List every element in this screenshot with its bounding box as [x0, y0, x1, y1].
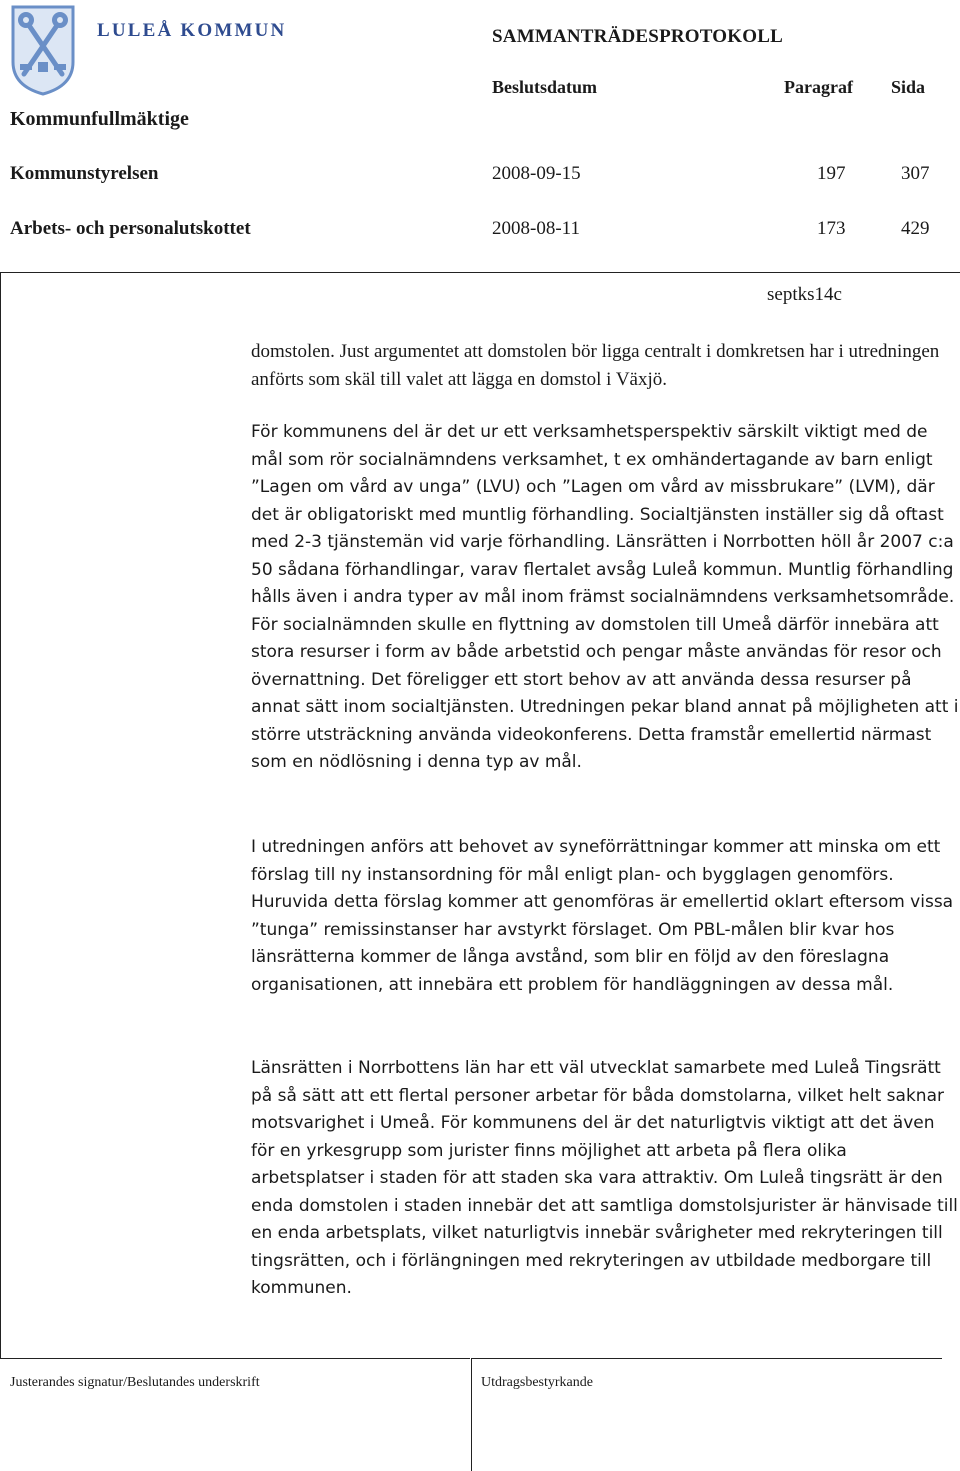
document-type: SAMMANTRÄDESPROTOKOLL [492, 26, 783, 47]
footer-divider [0, 1358, 470, 1359]
extract-certification-label: Utdragsbestyrkande [481, 1375, 593, 1390]
row-date: 2008-09-15 [492, 163, 581, 184]
column-header-paragraph: Paragraf [784, 77, 853, 97]
document-code: septks14c [767, 284, 842, 305]
row-page: 429 [901, 218, 930, 239]
organization-name: LULEÅ KOMMUN [97, 20, 287, 41]
column-header-date: Beslutsdatum [492, 77, 598, 97]
decision-body: Kommunfullmäktige [10, 108, 189, 130]
paragraph: I utredningen anförs att behovet av syneförrättningar kommer att minska om ett förslag till ny instansordning för mål enligt plan- och bygglagen genomförs. Huruvida detta förslag kommer att genomföras är emellertid oklart eftersom vissa ”tunga” remissinstanser har avstyrkt förslaget. Om PBL-målen blir kvar hos länsrätterna kommer de långa avstånd, som blir en följd av den föreslagna organisationen, att innebära ett problem för handläggningen av dessa mål. [251, 837, 954, 995]
coat-of-arms-keys-icon [10, 4, 76, 96]
content-frame-top [0, 272, 960, 273]
paragraph: För kommunens del är det ur ett verksamhetsperspektiv särskilt viktigt med de mål som rör socialnämndens verksamhet, t ex omhändertagande av barn enligt ”Lagen om vård av unga” (LVU) och ”Lagen om vård av missbrukare” (LVM), där det är obligatoriskt med muntlig förhandling. Socialtjänsten inställer sig då oftast med 2-3 tjänstemän vid varje förhandling. Länsrätten i Norrbotten höll år 2007 c:a 50 sådana förhandlingar, varav flertalet avsåg Luleå kommun. Muntlig förhandling hålls även i andra typer av mål inom främst socialnämndens verksamhetsområde. För socialnämnden skulle en flyttning av domstolen till Umeå därför innebära att stora resurser i form av både arbetstid och pengar måste användas för resor och övernattning. Det föreligger ett stort behov av att använda dessa resurser på annat sätt inom socialtjänsten. Utredningen pekar bland annat på möjligheten att i större utsträckning använda videokonferens. Detta framstår emellertid närmast som en nödlösning i denna typ av mål. [251, 422, 959, 772]
row-name: Arbets- och personalutskottet [10, 218, 251, 239]
row-name: Kommunstyrelsen [10, 163, 159, 184]
signature-label: Justerandes signatur/Beslutandes underskrift [10, 1375, 260, 1390]
column-header-page: Sida [891, 77, 926, 97]
row-paragraph: 197 [817, 163, 846, 184]
paragraph: Länsrätten i Norrbottens län har ett väl utvecklat samarbete med Luleå Tingsrätt på så sätt att ett flertal personer arbetar för båda domstolarna, vilket helt saknar motsvarighet i Umeå. För kommunens del är det naturligtvis viktigt att det även för en yrkesgrupp som jurister finns möjlighet att arbeta på flera olika arbetsplatser i staden för att staden ska vara attraktiv. Om Luleå tingsrätt är den enda domstolen i staden innebär det att samtliga domstolsjurister är hänvisade till en enda arbetsplats, vilket naturligtvis innebär svårigheter med rekryteringen till tingsrätten, och i förlängningen med rekryteringen av utbildade medborgare till kommunen. [251, 1058, 958, 1298]
row-page: 307 [901, 163, 930, 184]
row-paragraph: 173 [817, 218, 846, 239]
row-date: 2008-08-11 [492, 218, 580, 239]
footer-divider [472, 1358, 942, 1359]
paragraph: domstolen. Just argumentet att domstolen bör ligga centralt i domkretsen har i utredningen anförts som skäl till valet att lägga en domstol i Växjö. [251, 341, 940, 390]
footer-column-divider [471, 1358, 472, 1471]
content-frame-left [0, 272, 1, 1358]
